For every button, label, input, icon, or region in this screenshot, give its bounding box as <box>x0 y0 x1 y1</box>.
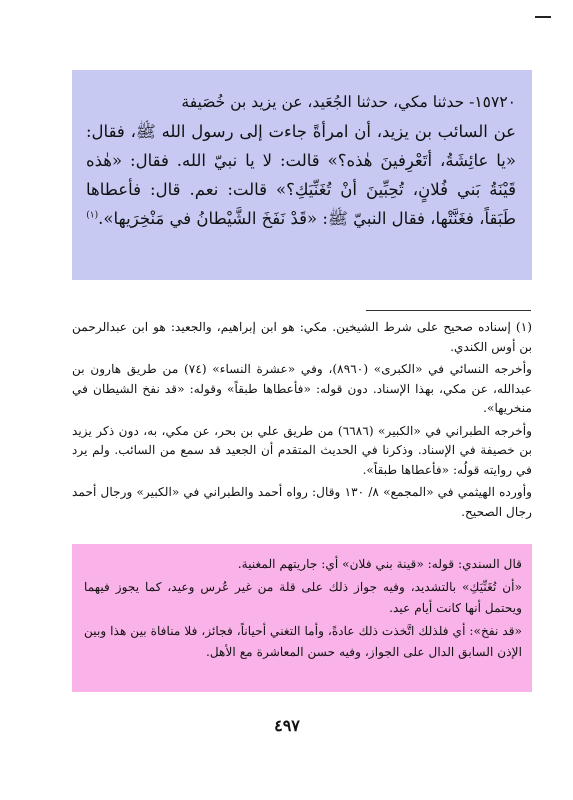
sindi-paragraph: قال السندي: قوله: «قينة بني فلان» أي: جاريتهم المغنية. <box>237 557 522 571</box>
page-number: ٤٩٧ <box>274 716 300 735</box>
footnotes-section <box>72 318 532 525</box>
corner-crop-mark <box>535 16 551 18</box>
hadith-block <box>72 70 532 280</box>
footnote-reference: (١) <box>86 210 99 221</box>
footnote-paragraph: وأورده الهيثمي في «المجمع» ٨/ ١٣٠ وقال: رواه أحمد والطبراني في «الكبير» ورجال أحمد رجال الصحيح. <box>72 485 532 519</box>
hadith-body-paragraph <box>86 117 516 233</box>
footnote-divider <box>366 310 531 311</box>
sindi-commentary-block <box>72 544 532 692</box>
hadith-heading: ١٥٧٢٠- حدثنا مكي، حدثنا الجُعَيد، عن يزيد بن خُصَيفة <box>181 93 516 111</box>
footnote-paragraph: (١) إسناده صحيح على شرط الشيخين. مكي: هو ابن إبراهيم، والجعيد: هو ابن عبدالرحمن بن أوس الكندي. <box>72 320 532 354</box>
sindi-paragraph: «أن تُغَنِّيَكِ» بالتشديد، وفيه جواز ذلك على قلة من غير عُرس وعيد، كما يجوز فيهما ويحتمل أنها كانت أيام عيد. <box>84 580 522 615</box>
hadith-body: عن السائب بن يزيد، أن امرأةً جاءت إلى رسول الله ﷺ، فقال: «يا عائِشَةُ، أتَعْرِفينَ هٰذه؟» قالت: لا يا نبيّ الله. فقال: «هٰذه قَيْنَةُ بَني فُلانٍ، تُحِبِّينَ أنْ تُغَنِّيَكِ؟» قالت: نعم. قال: فأعطاها طَبَقاً، فغَنَّتْها، فقال النبيّ ﷺ: «قَدْ نَفَخَ الشَّيْطانُ في مَنْخِرَيها». <box>86 122 516 228</box>
footnote-paragraph: وأخرجه النسائي في «الكبرى» (٨٩٦٠)، وفي «عشرة النساء» (٧٤) من طريق هارون بن عبدالله، عن مكي، بهذا الإسناد. دون قوله: «فأعطاها طبقاً» وقوله: «قد نفخ الشيطان في منخريها». <box>72 362 532 415</box>
footnote-paragraph: وأخرجه الطبراني في «الكبير» (٦٦٨٦) من طريق علي بن بحر، عن مكي، به، دون ذكر يزيد بن خصيفة في الإسناد. وذكرنا في الحديث المتقدم أن الجعيد قد سمع من السائب. ولم يرد في روايته قولُه: «فأعطاها طبقاً». <box>72 423 532 477</box>
sindi-paragraph: «قد نفخ»: أي فلذلك اتَّخذت ذلك عادةً، وأما التغني أحياناً، فجائز، فلا منافاة بين هذا وبين الإذن السابق الدال على الجواز، وفيه حسن المعاشرة مع الأهل. <box>84 624 522 659</box>
